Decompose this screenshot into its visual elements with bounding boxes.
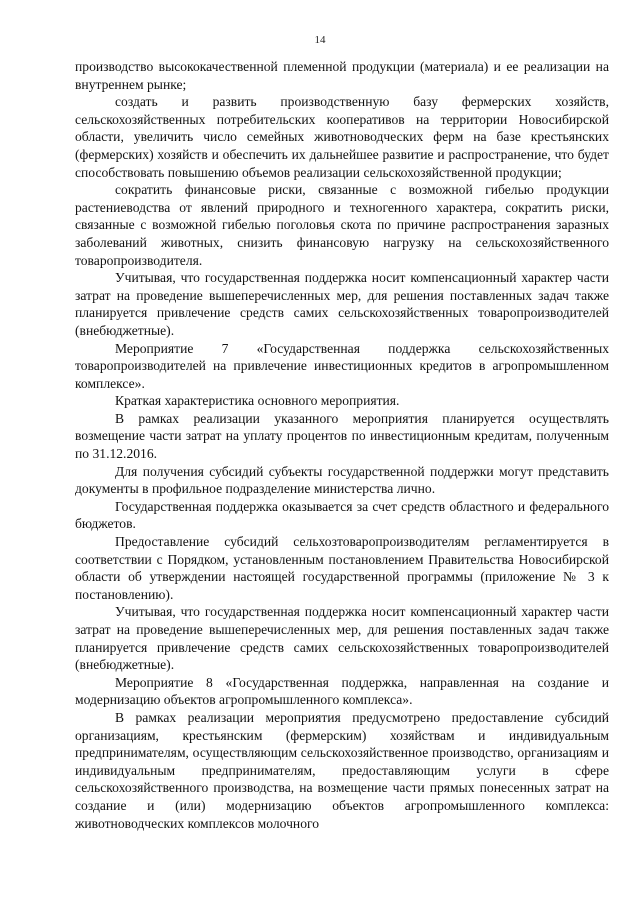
paragraph-measure-summary: Краткая характеристика основного мероприятия. (115, 393, 400, 409)
paragraph-measure-7-title: Мероприятие 7 «Государственная поддержка сельскохозяйственных товаропроизводителей на привлечение инвестиционных кредитов в агропромышленном комплексе». (75, 340, 609, 391)
paragraph-farm-base: создать и развить производственную базу фермерских хозяйств, сельскохозяйственных потребительских кооперативов на территории Новосибирской области, увеличить число семейных животноводческих ферм на базе крестьянских (фермерских) хозяйств и обеспечить их дальнейшее развитие и распространение, что будет способствовать повышению объемов реализации сельскохозяйственной продукции; (75, 94, 609, 180)
document-body (75, 58, 609, 832)
paragraph-interest-compensation: В рамках реализации указанного мероприятия планируется осуществлять возмещение части затрат на уплату процентов по инвестиционным кредитам, полученным по 31.12.2016. (75, 410, 609, 462)
page-number: 14 (314, 34, 326, 46)
paragraph-compensation-note-2: Учитывая, что государственная поддержка носит компенсационный характер части затрат на проведение вышеперечисленных мер, для решения поставленных задач также планируется привлечение средств самих сельскохозяйственных товаропроизводителей (внебюджетные). (75, 604, 609, 673)
paragraph-documents: Для получения субсидий субъекты государственной поддержки могут представить документы в профильное подразделение министерства лично. (75, 463, 609, 497)
paragraph-budget-sources: Государственная поддержка оказывается за счет средств областного и федерального бюджетов. (75, 498, 609, 532)
paragraph-financial-risks: сократить финансовые риски, связанные с возможной гибелью продукции растениеводства от явлений природного и техногенного характера, сократить риски, связанные с возможной гибелью поголовья скота по причине распространения заразных заболеваний животных, снизить финансовую нагрузку на сельскохозяйственного товаропроизводителя. (75, 182, 609, 268)
paragraph-procedure: Предоставление субсидий сельхозтоваропроизводителям регламентируется в соответствии с Порядком, установленным постановлением Правительства Новосибирской области об утверждении настоящей государственной программы (приложение № 3 к постановлению). (75, 534, 609, 602)
paragraph-continuation: производство высококачественной племенной продукции (материала) и ее реализации на внутреннем рынке; (75, 59, 609, 92)
paragraph-measure-8-title: Мероприятие 8 «Государственная поддержка, направленная на создание и модернизацию объектов агропромышленного комплекса». (75, 674, 609, 708)
paragraph-compensation-note: Учитывая, что государственная поддержка носит компенсационный характер части затрат на проведение вышеперечисленных мер, для решения поставленных задач также планируется привлечение средств самих сельскохозяйственных товаропроизводителей (внебюджетные). (75, 270, 609, 338)
paragraph-subsidies: В рамках реализации мероприятия предусмотрено предоставление субсидий организациям, крестьянским (фермерским) хозяйствам и индивидуальным предпринимателям, осуществляющим сельскохозяйственное производство, организациям и индивидуальным предпринимателям, предоставляющим услуги в сфере сельскохозяйственного производства, на возмещение части прямых понесенных затрат на создание и (или) модернизацию объектов агропромышленного комплекса: животноводческих комплексов молочного (75, 709, 609, 831)
